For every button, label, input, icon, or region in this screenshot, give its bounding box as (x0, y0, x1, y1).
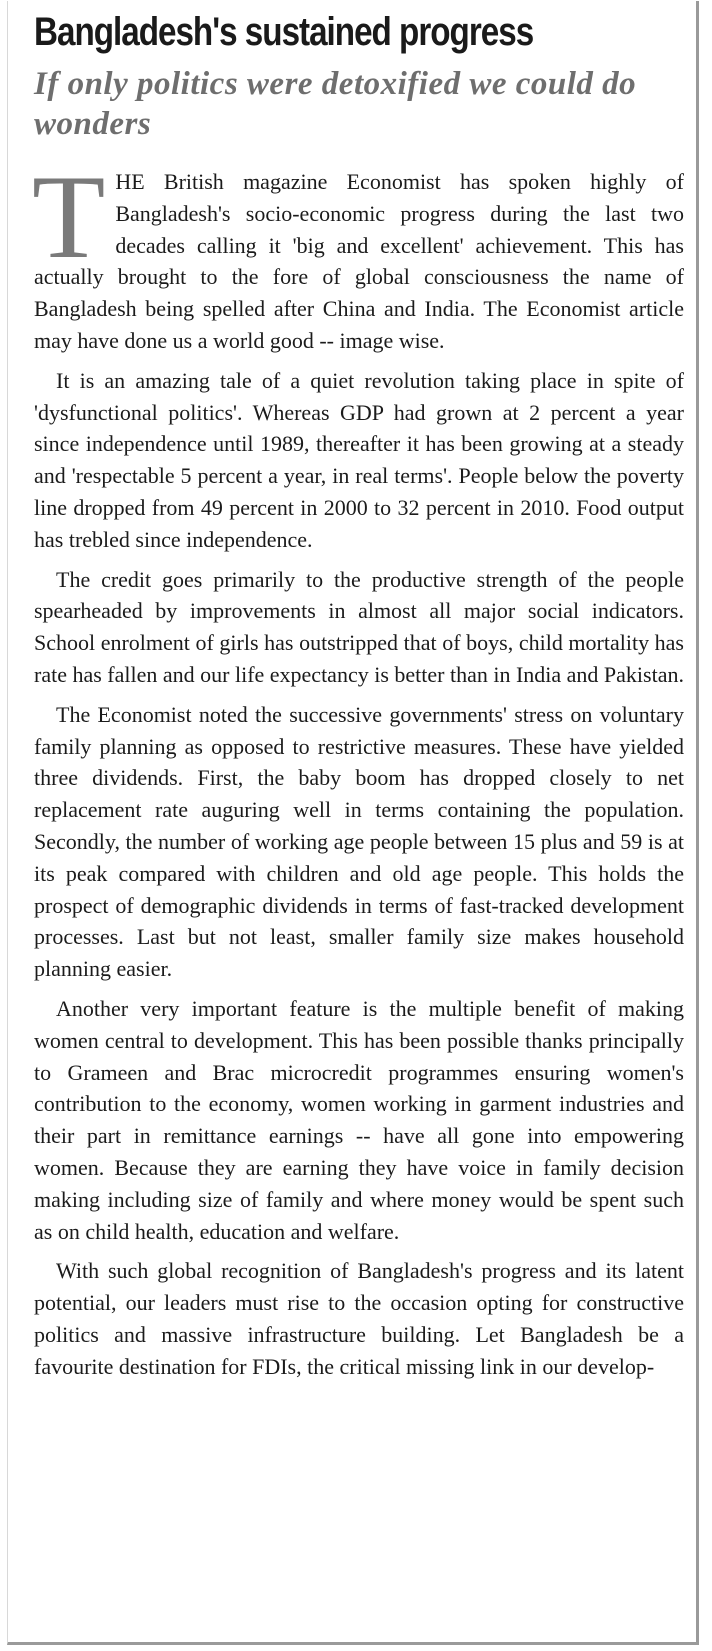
subheadline: If only politics were detoxified we could do wonders (34, 66, 637, 142)
headline: Bangladesh's sustained progress (34, 10, 534, 54)
paragraph-6: With such global recognition of Bangladesh's progress and its latent potential, our leaders must rise to the occasion opting for constructive politics and massive infrastructure building. Let Bangladesh be a favourite destination for FDIs, the critical missing link in our develop- (34, 1258, 684, 1379)
paragraph-3: The credit goes primarily to the productive strength of the people spearheaded by improvements in almost all major social indicators. School enrolment of girls has outstripped that of boys, child mortality has rate has fallen and our life expectancy is better than in India and Pakistan. (34, 566, 684, 687)
dropcap: T (32, 150, 106, 283)
paragraph-4: The Economist noted the successive governments' stress on voluntary family planning as opposed to restrictive measures. These have yielded three dividends. First, the baby boom has dropped closely to net replacement rate auguring well in terms containing the population. Secondly, the number of working age people between 15 plus and 59 is at its peak compared with children and old age people. This holds the prospect of demographic dividends in terms of fast-tracked development processes. Last but not least, smaller family size makes household planning easier. (34, 701, 684, 982)
paragraph-5: Another very important feature is the multiple benefit of making women central to development. This has been possible thanks principally to Grameen and Brac microcredit programmes ensuring women's contribution to the economy, women working in garment industries and their part in remittance earnings -- have all gone into empowering women. Because they are earning they have voice in family decision making including size of family and where money would be spent such as on child health, education and welfare. (34, 995, 684, 1244)
article-body (32, 150, 684, 1382)
article (34, 0, 684, 1390)
paragraph-2: It is an amazing tale of a quiet revolution taking place in spite of 'dysfunctional politics'. Whereas GDP had grown at 2 percent a year since independence until 1989, thereafter it has been growing at a steady and 'respectable 5 percent a year, in real terms'. People below the poverty line dropped from 49 percent in 2000 to 32 percent in 2010. Food output has trebled since independence. (34, 367, 684, 552)
paragraph-1 (32, 150, 684, 357)
paragraph-1-text: HE British magazine Economist has spoken highly of Bangladesh's socio-economic progress during the last two decades calling it 'big and excellent' achievement. This has actually brought to the fore of global consciousness the name of Bangladesh being spelled after China and India. The Economist article may have done us a world good -- image wise. (34, 169, 684, 353)
